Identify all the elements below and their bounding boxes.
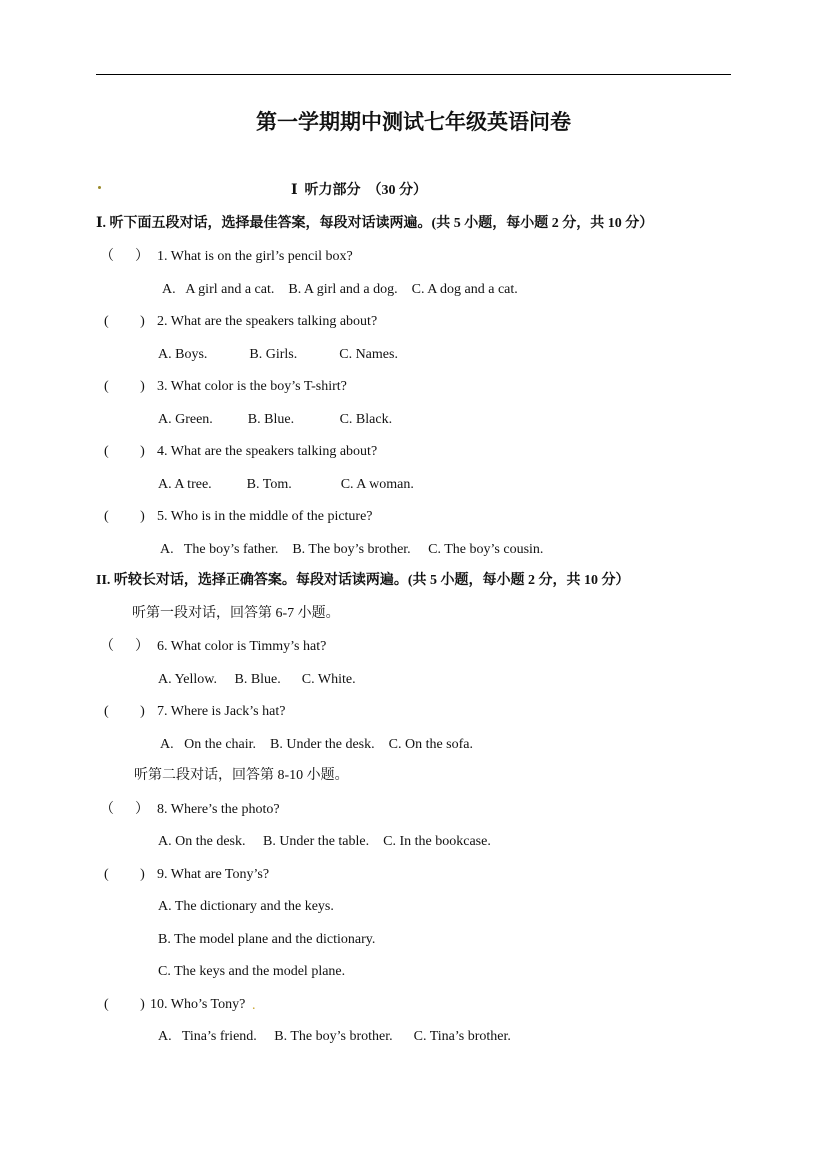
question-options: A. Yellow. B. Blue. C. White. [158,672,356,687]
question-option: A. The dictionary and the keys. [158,899,334,914]
question-stem: 7. Where is Jack’s hat? [157,704,286,719]
question-options: A. The boy’s father. B. The boy’s brother. C. The boy’s cousin. [160,542,544,557]
answer-bracket[interactable]: （ ） [100,249,149,264]
question-options: A. Green. B. Blue. C. Black. [158,412,393,427]
question-option: B. The model plane and the dictionary. [158,932,376,947]
section-ii-heading: II. 听较长对话，选择正确答案。每段对话读两遍。(共 5 小题，每小题 2 分，共 10 分） [96,573,630,588]
question-options: A. Boys. B. Girls. C. Names. [158,347,398,362]
dialogue-intro-1: 听第一段对话，回答第 6-7 小题。 [132,606,340,621]
question-options: A. A girl and a cat. B. A girl and a dog. C. A dog and a cat. [162,282,518,297]
question-options: A. On the chair. B. Under the desk. C. On the sofa. [160,737,473,752]
header-rule [96,74,731,75]
question-option: C. The keys and the model plane. [158,964,346,979]
answer-bracket[interactable]: ( ) [104,704,145,719]
answer-bracket[interactable]: ( ) [104,314,145,329]
question-stem: 3. What color is the boy’s T-shirt? [157,379,347,394]
dialogue-intro-2: 听第二段对话，回答第 8-10 小题。 [134,768,349,783]
answer-bracket[interactable]: ( ) [104,509,145,524]
question-stem: 9. What are Tony’s? [157,867,270,882]
question-stem: 8. Where’s the photo? [157,802,280,817]
answer-bracket[interactable]: ( ) [104,867,145,882]
answer-bracket[interactable]: ( ) [104,997,145,1012]
question-options: A. On the desk. B. Under the table. C. In the bookcase. [158,834,491,849]
part1-heading: Ⅰ 听力部分 （30 分） [291,183,428,198]
question-stem: 4. What are the speakers talking about? [157,444,378,459]
answer-bracket[interactable]: ( ) [104,379,145,394]
question-options: A. Tina’s friend. B. The boy’s brother. C. Tina’s brother. [158,1029,511,1044]
question-stem: 1. What is on the girl’s pencil box? [157,249,353,264]
question-stem: 5. Who is in the middle of the picture? [157,509,373,524]
stray-mark [98,186,101,189]
answer-bracket[interactable]: （ ） [100,639,149,654]
section-i-heading: Ⅰ. 听下面五段对话，选择最佳答案，每段对话读两遍。(共 5 小题，每小题 2 分，共 10 分） [96,216,654,231]
stray-dot: . [252,998,256,1013]
answer-bracket[interactable]: ( ) [104,444,145,459]
question-stem: 6. What color is Timmy’s hat? [157,639,327,654]
question-stem: 2. What are the speakers talking about? [157,314,378,329]
question-stem: 10. Who’s Tony? [150,997,246,1012]
page-title: 第一学期期中测试七年级英语问卷 [256,110,571,134]
answer-bracket[interactable]: （ ） [100,802,149,817]
question-options: A. A tree. B. Tom. C. A woman. [158,477,414,492]
